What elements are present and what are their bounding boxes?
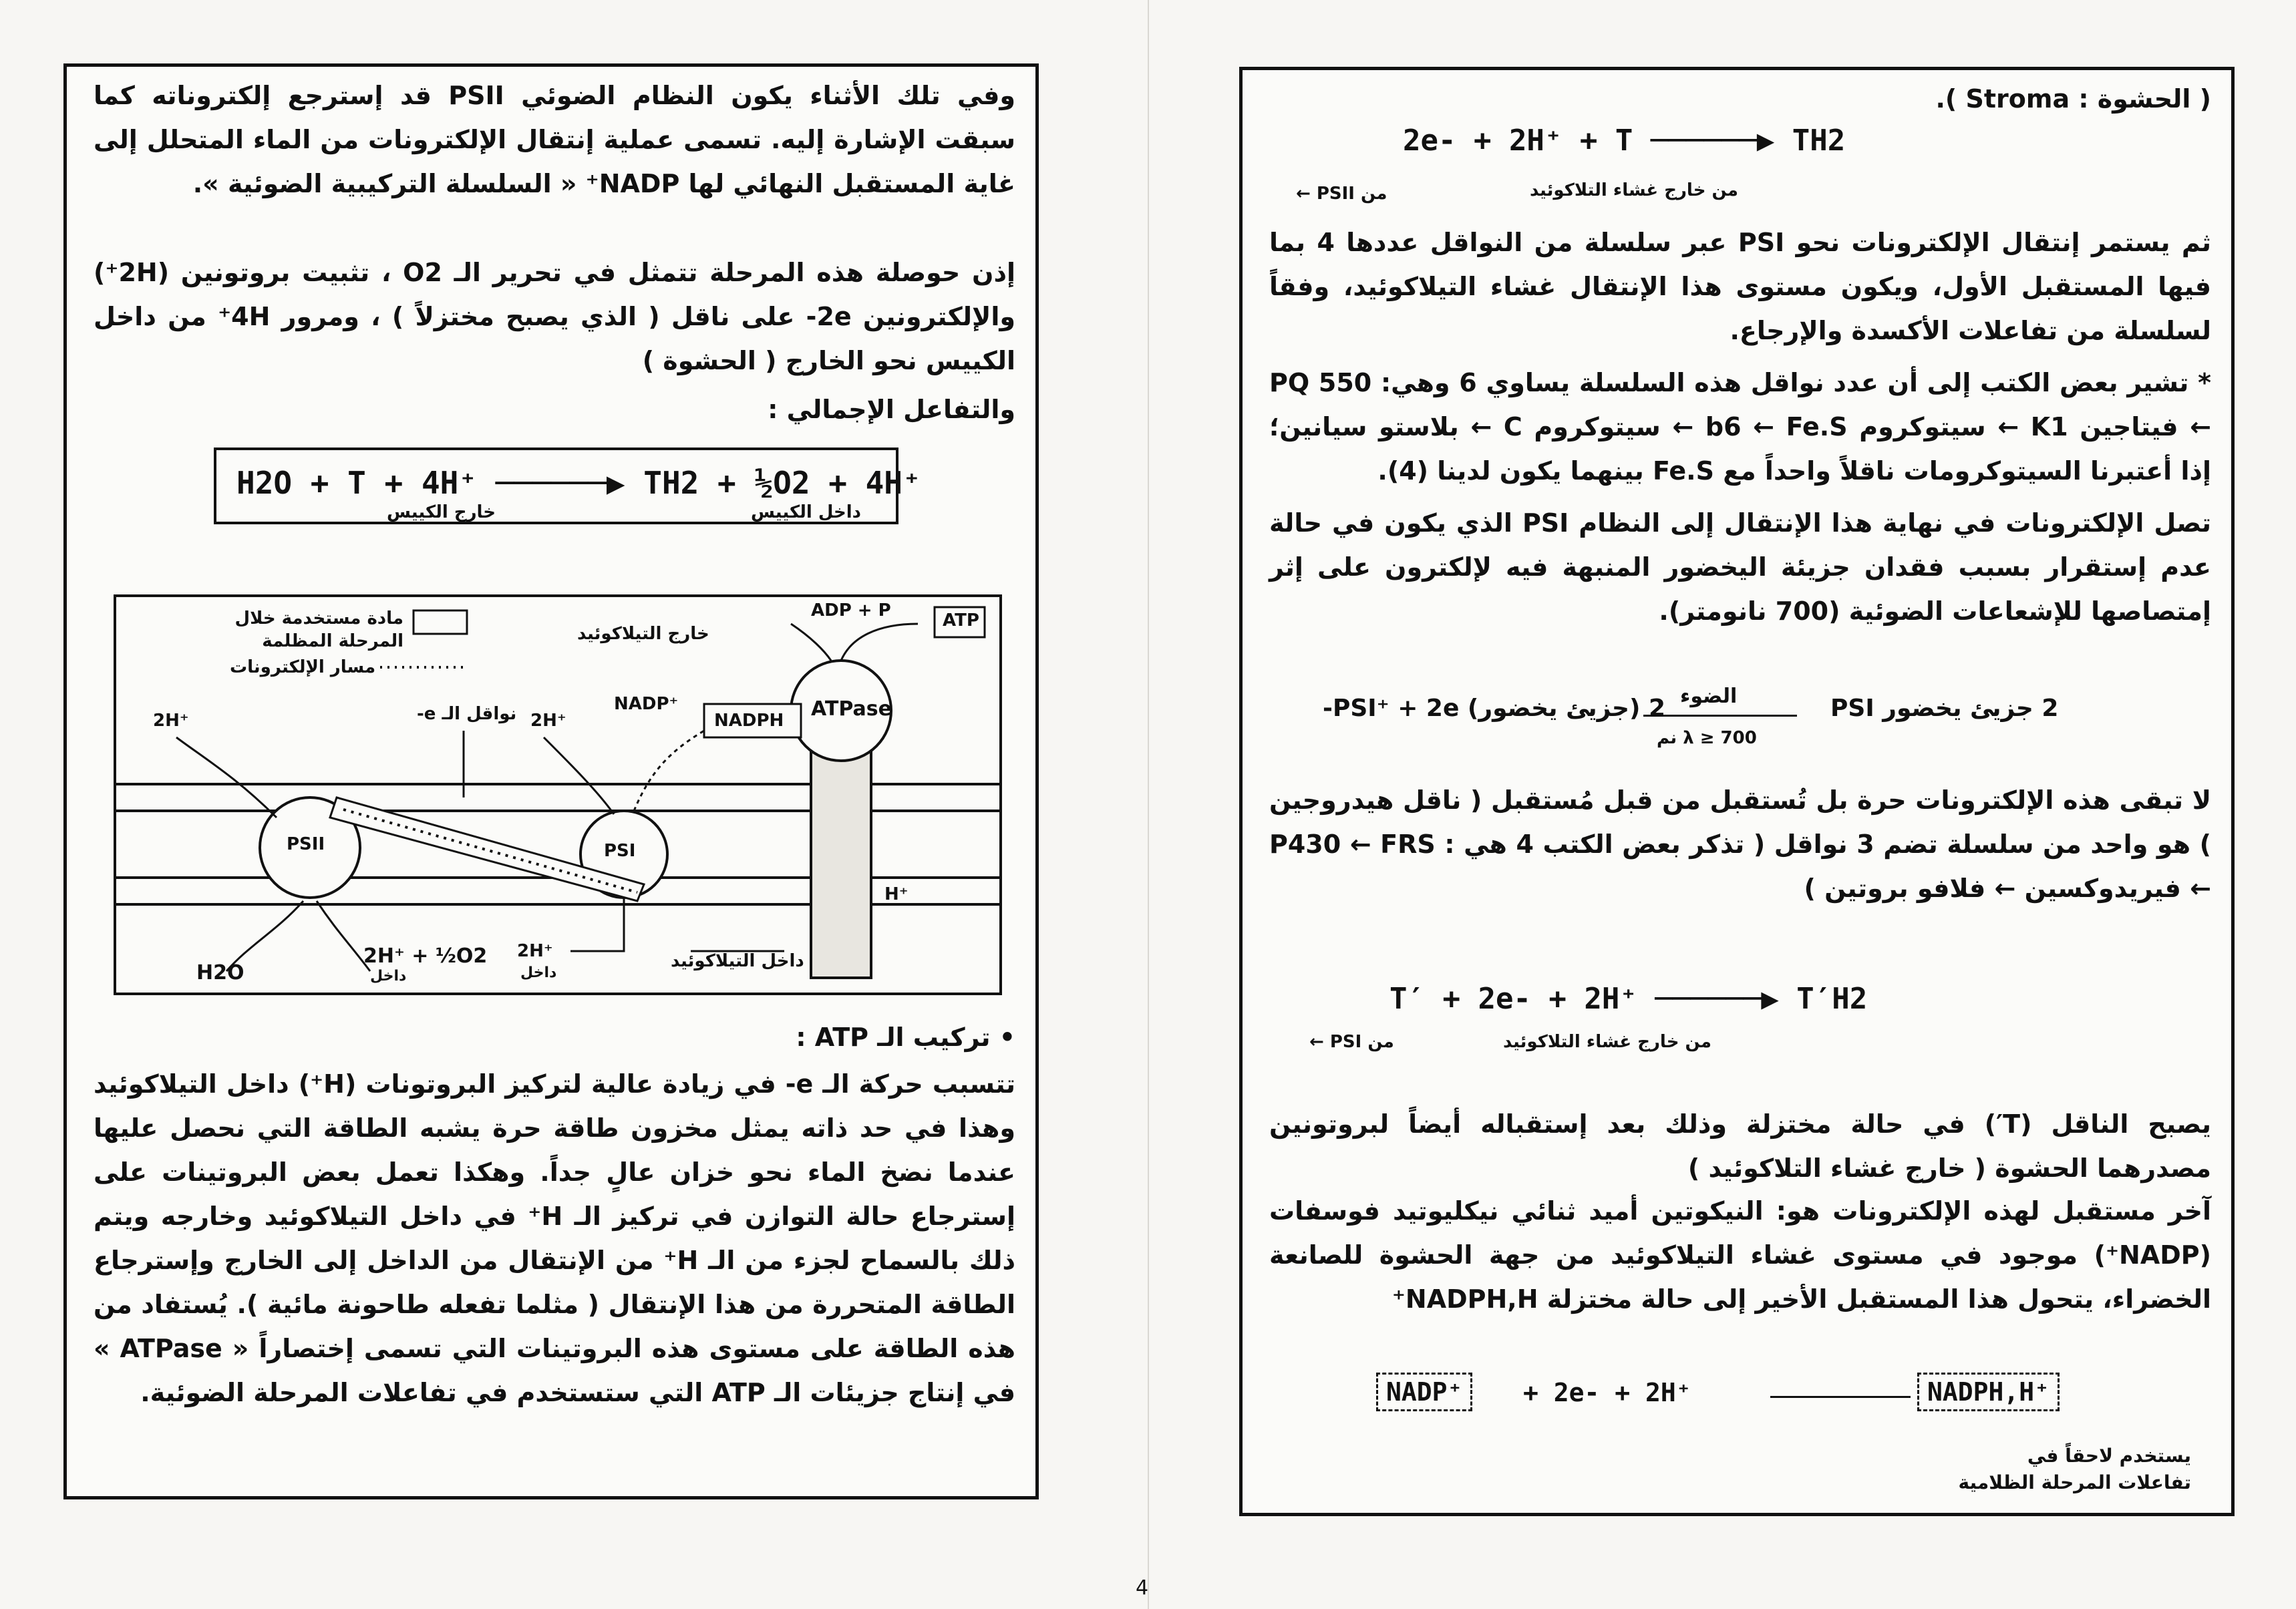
ps1-label: PSI — [604, 841, 636, 861]
diagram-drawing — [116, 597, 999, 993]
equation-3-note-right: من خارج غشاء التلاكوئيد — [1503, 1032, 1711, 1052]
atp-paragraph: تتسبب حركة الـ e- في زيادة عالية لتركيز البروتونات (H⁺) داخل التيلاكوئيد وهذا في حد ذاته يمثل مخزون طاقة حرة يشبه الطاقة التي نحصل عليها عندما نضخ الماء نحو خزان عالٍ جداً. وهكذا تعمل بعض البروتينات على إسترجاع حالة التوازن في تركيز الـ H⁺ في داخل التيلاكوئيد وخارجه ويتم ذلك بالسماح لجزء من الـ H⁺ من الإنتقال من الداخل إلى الخارج وإسترجاع الطاقة المتحررة من هذا الإنتقال ( مثلما تفعله طاحونة مائية ). يُستفاد من هذه الطاقة على مستوى هذه البروتينات التي تسمى إختصاراً « ATPase » في إنتاج جزيئات الـ ATP التي ستستخدم في تفاعلات المرحلة الضوئية. — [94, 1069, 1016, 1407]
overall-equation: H2O + T + 4H⁺ ──────▶ TH2 + ½O2 + 4H⁺ — [236, 465, 921, 501]
paragraph-4: لا تبقى هذه الإلكترونات حرة بل تُستقبل من قبل مُستقبل ( ناقل هيدروجين ) هو واحد من سلسلة تضم 3 نواقل ( تذكر بعض الكتب 4 هي : P430 ← FRS ← فيريدوكسين ← فلافو بروتين ) — [1269, 785, 2211, 903]
stroma-heading: ( الحشوة : Stroma ). — [1935, 84, 2211, 114]
inside-label: داخل التيلاكوئيد — [671, 951, 804, 971]
h-out-1-label: 2H⁺ — [153, 711, 189, 731]
h-in-note: داخل — [520, 964, 557, 981]
equation-3: T′ + 2e- + 2H⁺ ──────▶ T′H2 — [1389, 982, 1868, 1016]
paragraph-3: تصل الإلكترونات في نهاية هذا الإنتقال إلى النظام PSI الذي يكون في حالة عدم إستقرار بسبب فقدان جزيئة اليخضور المنبهة فيه لإلكترون على إثر إمتصاصها للإشعاعات الضوئية (700 نانومتر). — [1269, 508, 2211, 626]
page-number: 4 — [1136, 1576, 1149, 1600]
equation-4-right-box: NADPH,H⁺ — [1917, 1373, 2060, 1411]
equation-4-arrow — [1770, 1396, 1911, 1398]
adp-label: ADP + P — [811, 600, 891, 620]
left-page — [63, 63, 1039, 1499]
equation-2-arrow — [1643, 715, 1797, 717]
equation-4-note: يستخدم لاحقاً في تفاعلات المرحلة الظلامية — [1958, 1445, 2191, 1493]
paragraph-1: ثم يستمر إنتقال الإلكترونات نحو PSI عبر سلسلة من النواقل عددها 4 بما فيها المستقبل الأول، ويكون مستوى هذا الإنتقال غشاء التيلاكوئيد، وفقاً لسلسلة من تفاعلات الأكسدة والإرجاع. — [1269, 228, 2211, 345]
intro-paragraph: وفي تلك الأثناء يكون النظام الضوئي PSII قد إسترجع إلكتروناته كما سبقت الإشارة إليه. تسمى عملية إنتقال الإلكترونات من الماء المتحلل إلى غاية المستقبل النهائي لها NADP⁺ « السلسلة التركيبية الضوئية ». — [94, 81, 1015, 198]
right-page — [1239, 67, 2235, 1516]
paragraph-6: آخر مستقبل لهذه الإلكترونات هو: النيكوتين أميد ثنائي نيكليوتيد فوسفات (NADP⁺) موجود في مستوى غشاء التيلاكوئيد من جهة الحشوة للصانعة الخضراء، يتحول هذا المستقبل الأخير إلى حالة مختزلة NADPH,H⁺ — [1269, 1196, 2211, 1314]
paragraph-5: يصبح الناقل (T′) في حالة مختزلة وذلك بعد إستقباله أيضاً لبروتونين مصدرهما الحشوة ( خارج غشاء التلاكوئيد ) — [1269, 1109, 2211, 1183]
overall-eq-right-note: داخل الكييس — [751, 502, 862, 522]
equation-2-arrow-top: الضوء — [1680, 685, 1738, 708]
products-note: داخل — [370, 968, 407, 985]
paragraph-2: * تشير بعض الكتب إلى أن عدد نواقل هذه السلسلة يساوي 6 وهي: 550 PQ ← فيتاجين K1 ← سيتوكروم b6 ← Fe.S ← سيتوكروم C ← بلاستو سيانين؛ إذا أعتبرنا السيتوكرومات ناقلاً واحداً مع Fe.S بينهما يكون لدينا (4). — [1269, 368, 2212, 486]
atp-heading: • تركيب الـ ATP : — [796, 1023, 1015, 1052]
overall-heading: والتفاعل الإجمالي : — [768, 395, 1015, 424]
atpase-label: ATPase — [811, 697, 892, 721]
overall-eq-left-note: خارج الكييس — [387, 502, 496, 522]
summary-paragraph: إذن حوصلة هذه المرحلة تتمثل في تحرير الـ O2 ، تثبيت بروتونين (2H⁺) والإلكترونين 2e- على ناقل ( الذي يصبح مختزلاً ) ، ومرور 4H⁺ من داخل الكييس نحو الخارج ( الحشوة ) — [94, 258, 1015, 375]
equation-4-middle: + 2e- + 2H⁺ — [1523, 1378, 1691, 1407]
legend-dots-label: مسار الإلكترونات — [230, 657, 376, 677]
equation-3-note-left: من PSI ← — [1309, 1032, 1394, 1052]
h-in-label: 2H⁺ — [517, 941, 553, 961]
h-channel-label: H⁺ — [884, 884, 909, 904]
ps2-label: PSII — [287, 834, 325, 854]
outside-label: خارج التيلاكوئيد — [577, 624, 709, 644]
h-out-2-label: 2H⁺ — [530, 711, 566, 731]
overall-equation-box — [214, 448, 921, 524]
equation-2-arrow-bottom: λ ≥ 700 نم — [1657, 728, 1757, 748]
atp-label: ATP — [943, 610, 979, 631]
equation-4-left-box: NADP⁺ — [1376, 1373, 1472, 1411]
equation-1-note-right: من خارج غشاء التلاكوئيد — [1530, 180, 1738, 200]
legend-box-label: مادة مستخدمة خلال المرحلة المظلمة — [234, 608, 403, 651]
nadph-label: NADPH — [714, 711, 784, 731]
equation-1: 2e- + 2H⁺ + T ──────▶ TH2 — [1403, 124, 1846, 158]
h2o-label: H2O — [196, 961, 244, 985]
equation-2-left: 2 جزيئ يخضور PSI — [1830, 695, 2059, 722]
equation-2-right: 2 (جزيئ يخضور) PSI⁺ + 2e- — [1323, 695, 1666, 722]
equation-1-note-left: من PSII ← — [1296, 184, 1387, 204]
nadp-label: NADP⁺ — [614, 694, 679, 714]
carriers-label: نواقل الـ e- — [417, 704, 517, 724]
thylakoid-diagram — [114, 594, 1002, 995]
products-label: 2H⁺ + ½O2 — [363, 944, 488, 968]
page-fold — [1148, 0, 1149, 1609]
